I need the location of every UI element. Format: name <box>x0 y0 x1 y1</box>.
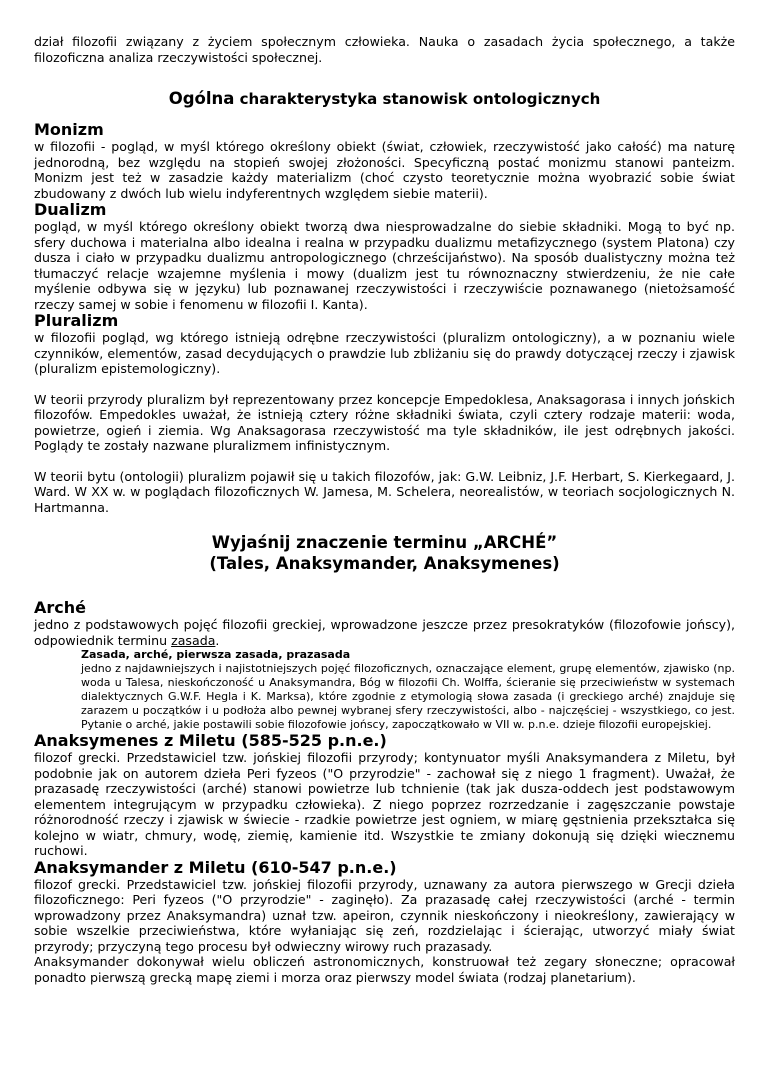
arche-heading: Arché <box>34 598 86 617</box>
zasada-definition-text: jedno z najdawniejszych i najistotniejszych pojęć filozoficznych, oznaczające element, grupę elementów, zjawisko (np. woda u Talesa, nieskończoność u Anaksymandra, Bóg w filozofii Ch. Wolffa, ścieranie się przeciwieństw w systemach dialektycznych G.W.F. Hegla i K. Marksa), które zgodnie z etymologią słowa zasada (i greckiego arché) znajduje się zarazem u początków i u podłoża albo pewnej wybranej sfery rzeczywistości, albo - najczęściej - wszystkiego, co jest. Pytanie o arché, jakie postawili sobie filozofowie jońscy, zapoczątkowało w VII w. p.n.e. dzieje filozofii europejskiej. <box>81 662 735 731</box>
dualizm-heading: Dualizm <box>34 200 107 219</box>
ontology-heading-prefix: Ogólna <box>168 89 235 108</box>
pluralizm-heading: Pluralizm <box>34 311 119 330</box>
zasada-link[interactable]: zasada <box>171 632 216 648</box>
anaksymander-text-1: filozof grecki. Przedstawiciel tzw. jońskiej filozofii przyrody, uznawany za autora pierwszego w Grecji dzieła filozoficznego: Peri fyzeos ("O przyrodzie" - zaginęło). Za prazasadę całej rzeczywistości (arché - termin wprowadzony przez Anaksymandra) uznał tzw. apeiron, czynnik nieskończony i nieokreślony, zawierający w sobie wszelkie przeciwieństwa, które wyłaniając się zeń, rozdzielając i ścierając, utworzyć miały świat przyrody; przyczyną tego procesu był odwieczny wirowy ruch prazasady. <box>34 876 735 954</box>
arche-text-body: jedno z podstawowych pojęć filozofii greckiej, wprowadzone jeszcze przez presokratyków (filozofowie jońscy), odpowiednik terminu <box>34 617 735 648</box>
anaksymenes-heading: Anaksymenes z Miletu (585-525 p.n.e.) <box>34 731 387 750</box>
spacer <box>34 377 735 392</box>
intro-paragraph: dział filozofii związany z życiem społecznym człowieka. Nauka o zasadach życia społecznego, a także filozoficzna analiza rzeczywistości społecznej. <box>34 34 735 65</box>
anaksymander-text-2: Anaksymander dokonywał wielu obliczeń astronomicznych, konstruował też zegary słoneczne; opracował ponadto pierwszą grecką mapę ziemi i morza oraz pierwszy model świata (rodzaj planetarium). <box>34 954 735 985</box>
pluralizm-text-3: W teorii bytu (ontologii) pluralizm pojawił się u takich filozofów, jak: G.W. Leibniz, J.F. Herbart, S. Kierkegaard, J. Ward. W XX w. w poglądach filozoficznych W. Jamesa, M. Schelera, neorealistów, w teoriach socjologicznych N. Hartmanna. <box>34 468 735 515</box>
anaksymander-heading: Anaksymander z Miletu (610-547 p.n.e.) <box>34 857 397 877</box>
spacer <box>34 454 735 469</box>
arche-heading-line2: (Tales, Anaksymander, Anaksymenes) <box>209 554 560 573</box>
arche-heading-line1: Wyjaśnij znaczenie terminu „ARCHÉ” <box>211 533 558 552</box>
anaksymenes-text: filozof grecki. Przedstawiciel tzw. jońskiej filozofii przyrody; kontynuator myśli Anaksymandera z Miletu, był podobnie jak on autorem dzieła Peri fyzeos ("O przyrodzie" - zachował się z niego 1 fragment). Uważał, że prazasadę rzeczywistości (arché) stanowi powietrze lub tchnienie (tak jak dusza-oddech jest podstawowym elementem integrującym w przypadku człowieka). Z niego poprzez rozrzedzanie i zagęszczanie powstaje różnorodność rzeczy i zjawisk w świecie - rzadkie powietrze jest ogniem, w miarę gęstnienia przekształca się kolejno w wiatr, chmury, wodę, ziemię, kamienie itd. Wszystkie te zmiany dokonują się dzięki wiecznemu ruchowi. <box>34 750 735 858</box>
pluralizm-text-1: w filozofii pogląd, wg którego istnieją odrębne rzeczywistości (pluralizm ontologiczny), a w poznaniu wiele czynników, elementów, zasad decydujących o prawdzie lub zbliżaniu się do prawdy dotyczącej rzeczy i zjawisk (pluralizm epistemologiczny). <box>34 330 735 376</box>
monizm-heading: Monizm <box>34 120 104 139</box>
arche-text <box>34 617 735 648</box>
pluralizm-text-2: W teorii przyrody pluralizm był reprezentowany przez koncepcje Empedoklesa, Anaksagorasa i innych jońskich filozofów. Empedokles uważał, że istnieją cztery różne składniki świata, czyli cztery rodzaje materii: woda, powietrze, ogień i ziemia. Wg Anaksagorasa rzeczywistość ma tyle składników, ile jest odrębnych jakości. Poglądy te zostały nazwane pluralizmem infinistycznym. <box>34 391 735 453</box>
monizm-text: w filozofii - pogląd, w myśl którego określony obiekt (świat, człowiek, rzeczywistość jako całość) ma naturę jednorodną, bez względu na stopień swojej złożoności. Specyficzną postać monizmu stanowi panteizm. Monizm jest też w zasadzie każdy materializm (choć czysto teoretycznie można wyobrazić sobie świat zbudowany z dwóch lub wielu indyferentnych względem siebie materii). <box>34 139 735 201</box>
zasada-definition <box>81 648 735 732</box>
ontology-heading-rest: charakterystyka stanowisk ontologicznych <box>234 90 601 108</box>
ontology-heading <box>34 88 735 110</box>
document-page <box>34 0 735 985</box>
zasada-definition-title: Zasada, arché, pierwsza zasada, prazasada <box>81 648 351 661</box>
dualizm-text: pogląd, w myśl którego określony obiekt tworzą dwa niesprowadzalne do siebie składniki. Mogą to być np. sfery duchowa i materialna albo idealna i realna w przypadku dualizmu metafizycznego (system Platona) czy dusza i ciało w przypadku dualizmu antropologicznego (chrześcijaństwo). Na sposób dualistyczny można też tłumaczyć relacje wzajemne myślenia i mowy (dualizm jest tu równoznaczny stwierdzeniu, że nie całe myślenie odbywa się w języku) lub poznawanej rzeczywistości i rzeczywiście poznawanego (nietożsamość rzeczy samej w sobie i fenomenu w filozofii I. Kanta). <box>34 219 735 312</box>
arche-text-end: . <box>215 632 220 648</box>
